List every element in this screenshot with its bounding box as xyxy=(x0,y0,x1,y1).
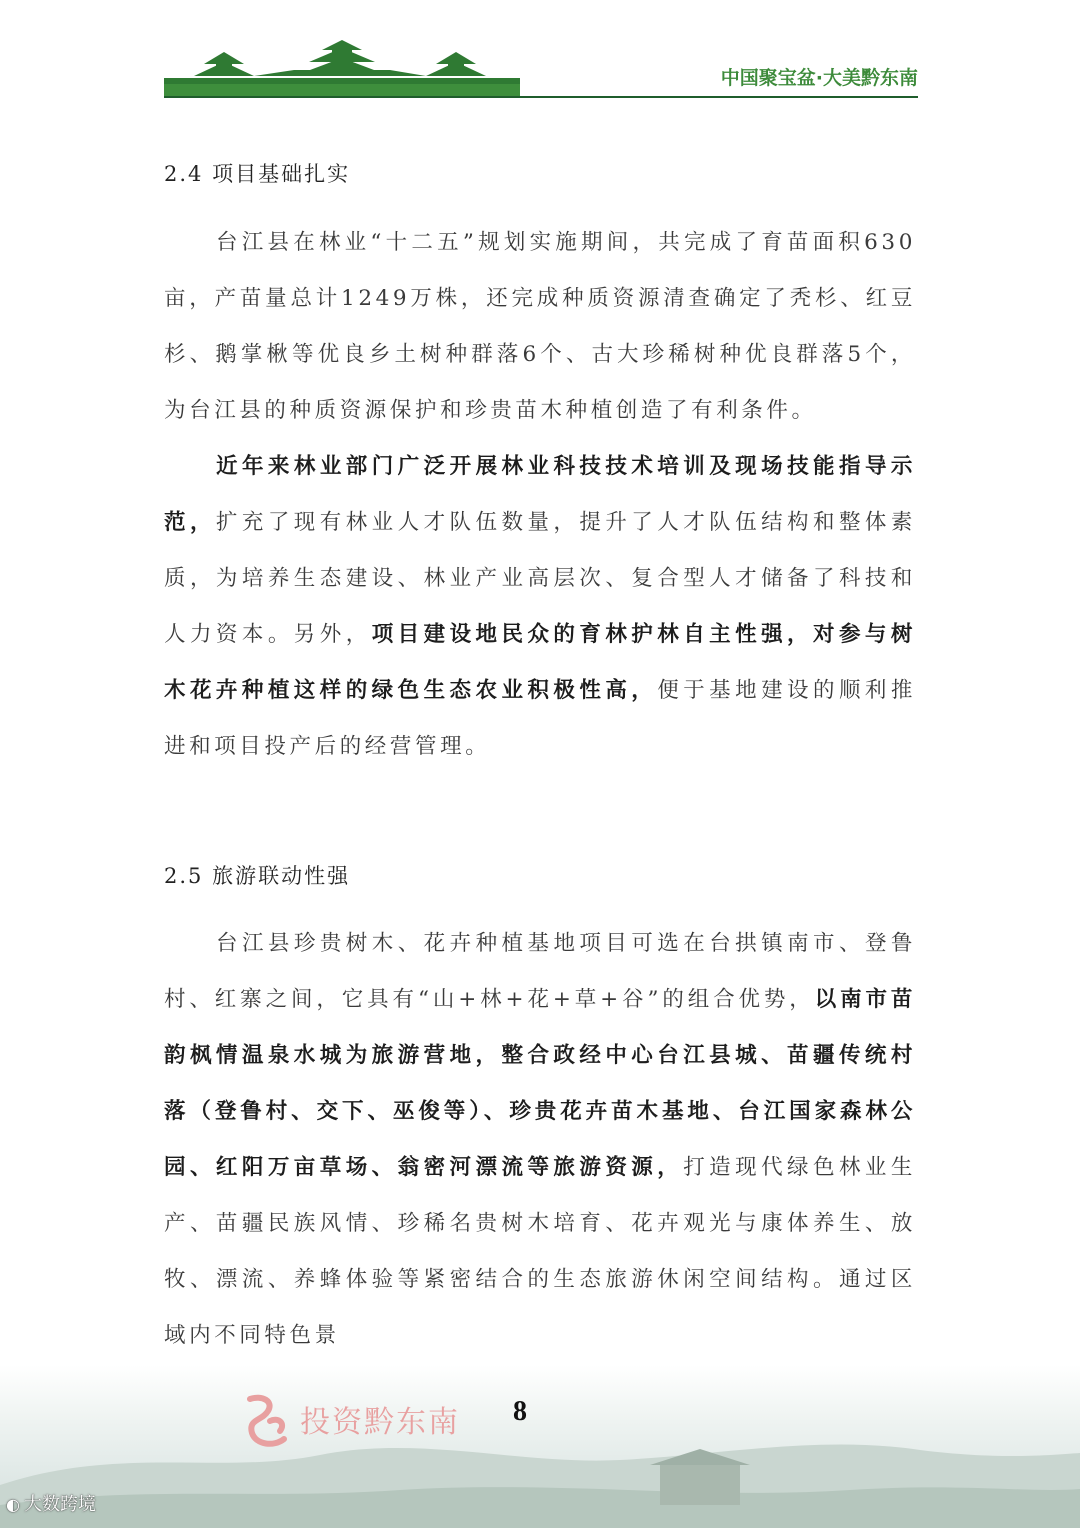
pavilion-bridge-icon xyxy=(164,40,524,98)
watermark-logo-icon: ◐ xyxy=(6,1495,20,1514)
section-title-2-5: 2.5 旅游联动性强 xyxy=(164,864,351,888)
paragraph-text: 打造现代绿色林业生产、苗疆民族风情、珍稀名贵树木培育、花卉观光与康体养生、放牧、漂流、养蜂体验等紧密结合的生态旅游休闲空间结构。通过区域内不同特色景 xyxy=(164,1155,916,1348)
paragraph-text: 便于基地建设的顺利推进和项目投产后的经营管理。 xyxy=(164,678,916,759)
page-number: 8 xyxy=(513,1396,527,1427)
paragraph-text: 台江县在林业“十二五”规划实施期间，共完成了育苗面积630亩，产苗量总计1249万株，还完成种质资源清查确定了秃杉、红豆杉、鹅掌楸等优良乡土树种群落6个、古大珍稀树种优良群落5个，为台江县的种质资源保护和珍贵苗木种植创造了有利条件。 xyxy=(164,230,916,423)
paragraph-text-bold: 以南市苗韵枫情温泉水城为旅游营地，整合政经中心台江县城、苗疆传统村落（登鲁村、交下、巫俊等）、珍贵花卉苗木基地、台江国家森林公园、红阳万亩草场、翁密河漂流等旅游资源， xyxy=(164,987,916,1180)
brush-emblem-icon xyxy=(240,1393,296,1451)
section-2-4-paragraph-1 xyxy=(164,215,916,439)
paragraph-text-bold: 项目建设地民众的育林护林自主性强，对参与树木花卉种植这样的绿色生态农业积极性高， xyxy=(164,622,916,703)
header-divider xyxy=(164,96,918,98)
section-2-5-paragraph-1 xyxy=(164,916,916,1364)
section-title-2-4: 2.4 项目基础扎实 xyxy=(164,162,351,186)
paragraph-text-bold: 近年来林业部门广泛开展林业科技技术培训及现场技能指导示范， xyxy=(164,454,916,535)
paragraph-text: 台江县珍贵树木、花卉种植基地项目可选在台拱镇南市、登鲁村、红寨之间，它具有“山+林+花+草+谷”的组合优势， xyxy=(164,931,916,1012)
section-2-4-paragraph-2 xyxy=(164,439,916,775)
watermark-text: 大数跨境 xyxy=(23,1494,96,1515)
footer-logo xyxy=(240,1393,500,1453)
footer-logo-text: 投资黔东南 xyxy=(300,1405,460,1440)
page-header xyxy=(164,40,918,98)
footer-landscape xyxy=(0,1365,1080,1528)
watermark xyxy=(6,1490,96,1514)
paragraph-text: 扩充了现有林业人才队伍数量，提升了人才队伍结构和整体素质，为培养生态建设、林业产业高层次、复合型人才储备了科技和人力资本。另外， xyxy=(164,510,916,647)
mountain-landscape-icon xyxy=(0,1365,1080,1528)
header-slogan: 中国聚宝盆·大美黔东南 xyxy=(720,67,918,89)
